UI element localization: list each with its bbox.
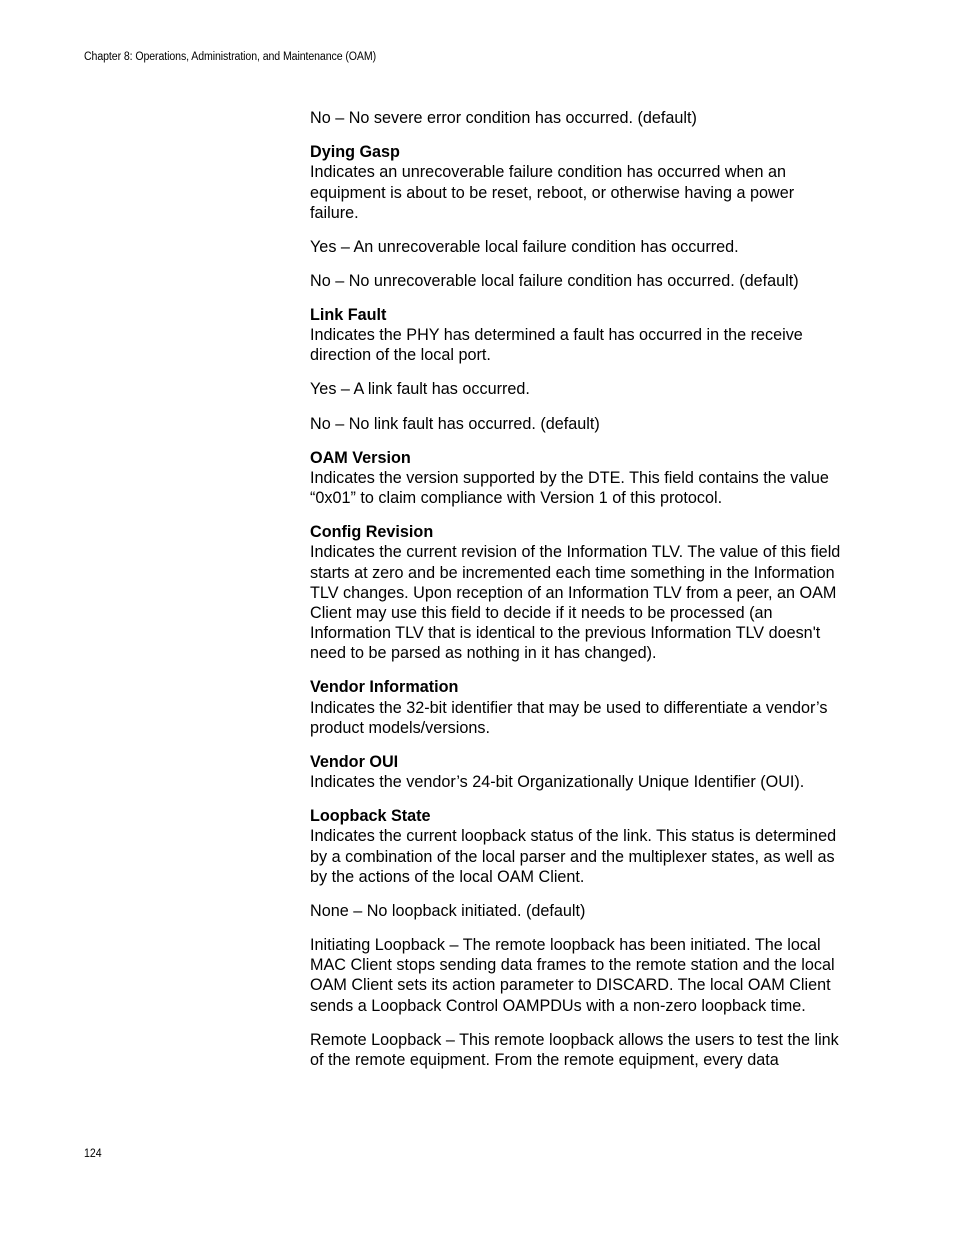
config-revision-term: Config Revision [310, 523, 434, 542]
loopback-state-term: Loopback State [310, 807, 431, 826]
dying-gasp-entry [310, 142, 846, 223]
dying-gasp-yes-option: Yes – An unrecoverable local failure condition has occurred. [310, 237, 739, 256]
dying-gasp-no-option: No – No unrecoverable local failure condition has occurred. (default) [310, 271, 799, 290]
oam-version-term: OAM Version [310, 448, 411, 467]
body-content [310, 108, 846, 1084]
vendor-oui-term: Vendor OUI [310, 752, 399, 771]
loopback-initiating-option: Initiating Loopback – The remote loopback has been initiated. The local MAC Client stops sending data frames to the remote station and the local OAM Client sets its action parameter to DISCARD. The local OAM Client sends a Loopback Control OAMPDUs with a non-zero loopback time. [310, 936, 835, 1015]
vendor-information-term: Vendor Information [310, 678, 459, 697]
config-revision-description: Indicates the current revision of the Information TLV. The value of this field starts at zero and be incremented each time something in the Information TLV changes. Upon reception of an Information TLV from a peer, an OAM Client may use this field to decide if it needs to be processed (an Information TLV that is identical to the previous Information TLV doesn't need to be parsed as nothing in it has changed). [310, 543, 841, 663]
vendor-oui-entry [310, 752, 846, 792]
vendor-information-description: Indicates the 32-bit identifier that may be used to differentiate a vendor’s product models/versions. [310, 698, 828, 737]
loopback-remote-option: Remote Loopback – This remote loopback allows the users to test the link of the remote equipment. From the remote equipment, every data [310, 1030, 839, 1069]
severe-error-no-option: No – No severe error condition has occurred. (default) [310, 109, 697, 127]
page-number: 124 [84, 1148, 102, 1160]
link-fault-no-option: No – No link fault has occurred. (default) [310, 414, 600, 433]
link-fault-entry [310, 305, 846, 366]
link-fault-description: Indicates the PHY has determined a fault has occurred in the receive direction of the local port. [310, 326, 803, 365]
dying-gasp-term: Dying Gasp [310, 143, 400, 162]
link-fault-yes-option: Yes – A link fault has occurred. [310, 380, 530, 399]
config-revision-entry [310, 522, 846, 663]
link-fault-term: Link Fault [310, 305, 387, 324]
loopback-state-description: Indicates the current loopback status of the link. This status is determined by a combination of the local parser and the multiplexer states, as well as by the actions of the local OAM Client. [310, 827, 837, 886]
dying-gasp-description: Indicates an unrecoverable failure condition has occurred when an equipment is about to be reset, reboot, or otherwise having a power failure. [310, 163, 795, 222]
vendor-information-entry [310, 677, 846, 738]
loopback-none-option: None – No loopback initiated. (default) [310, 901, 586, 920]
loopback-state-entry [310, 806, 846, 887]
oam-version-entry [310, 448, 846, 509]
running-header: Chapter 8: Operations, Administration, and Maintenance (OAM) [84, 51, 377, 63]
oam-version-description: Indicates the version supported by the DTE. This field contains the value “0x01” to claim compliance with Version 1 of this protocol. [310, 468, 829, 508]
vendor-oui-description: Indicates the vendor’s 24-bit Organizationally Unique Identifier (OUI). [310, 773, 805, 792]
